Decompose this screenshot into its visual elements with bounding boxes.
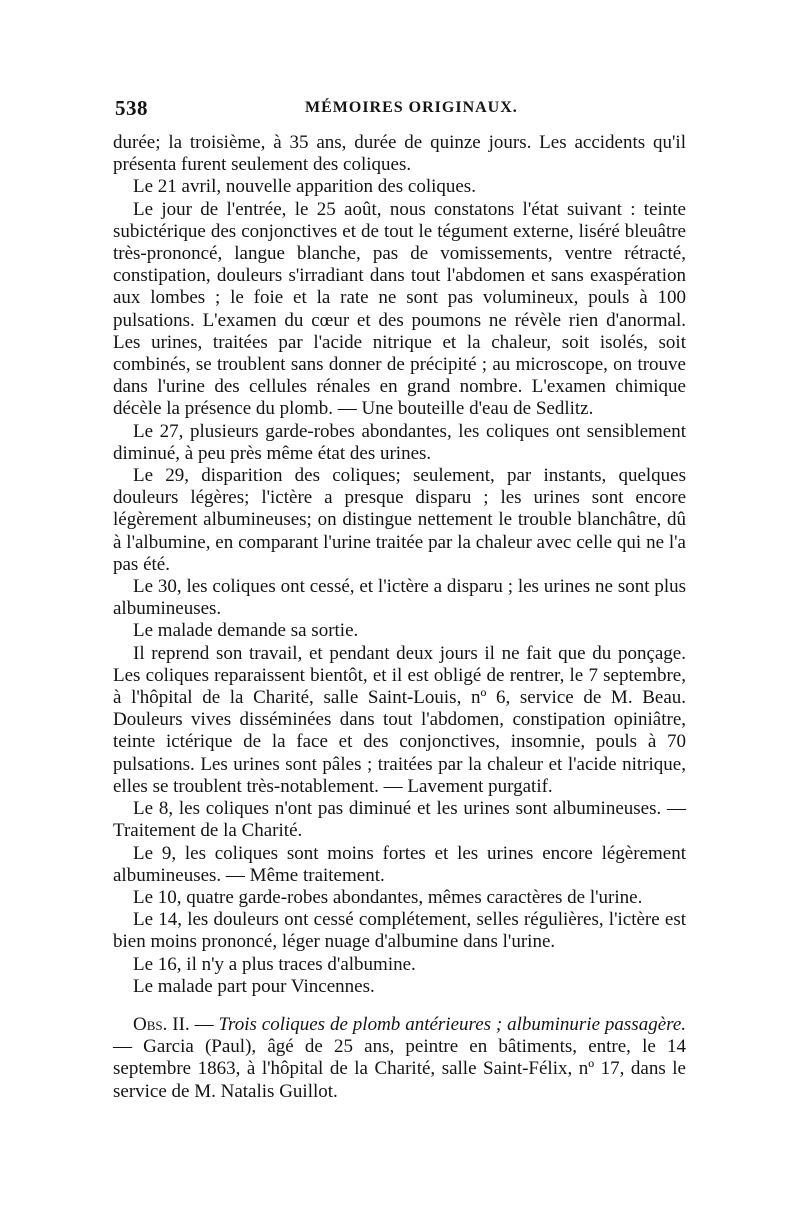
- paragraph: Le 21 avril, nouvelle apparition des coliques.: [133, 176, 476, 198]
- page-header: [115, 90, 685, 122]
- paragraph: Le 8, les coliques n'ont pas diminué et les urines sont albumineuses. — Traitement de la Charité.: [113, 798, 686, 842]
- paragraph: Le malade part pour Vincennes.: [133, 975, 375, 997]
- paragraph: Il reprend son travail, et pendant deux jours il ne fait que du ponçage. Les coliques reparaissent bientôt, et il est obligé de rentrer, le 7 septembre, à l'hôpital de la Charité, salle Saint-Louis, nº 6, service de M. Beau. Douleurs vives disséminées dans tout l'abdomen, constipation opiniâtre, teinte ictérique de la face et des conjonctives, insomnie, pouls à 70 pulsations. Les urines sont pâles ; traitées par la chaleur et l'acide nitrique, elles se troublent très-notablement. — Lavement purgatif.: [113, 642, 686, 797]
- observation-text: — Garcia (Paul), âgé de 25 ans, peintre en bâtiments, entre, le 14 septembre 1863, à l'hôpital de la Charité, salle Saint-Félix, nº 17, dans le service de M. Natalis Guillot.: [113, 1036, 686, 1102]
- paragraph: Le 16, il n'y a plus traces d'albumine.: [133, 953, 416, 975]
- paragraph: Le malade demande sa sortie.: [133, 620, 359, 642]
- paragraph: Le 30, les coliques ont cessé, et l'ictère a disparu ; les urines ne sont plus albumineuses.: [113, 576, 686, 620]
- observation-title: Trois coliques de plomb antérieures ; albuminurie passagère.: [218, 1013, 687, 1035]
- page-number: 538: [115, 96, 148, 120]
- paragraph: durée; la troisième, à 35 ans, durée de quinze jours. Les accidents qu'il présenta furent seulement des coliques.: [113, 132, 686, 176]
- paragraph: Le 10, quatre garde-robes abondantes, mêmes caractères de l'urine.: [133, 886, 643, 908]
- paragraph: Le jour de l'entrée, le 25 août, nous constatons l'état suivant : teinte subictérique des conjonctives et de tout le tégument externe, liséré bleuâtre très-prononcé, langue blanche, pas de vomissements, ventre rétracté, constipation, douleurs s'irradiant dans tout l'abdomen et sans exaspération aux lombes ; le foie et la rate ne sont pas volumineux, pouls à 100 pulsations. L'examen du cœur et des poumons ne révèle rien d'anormal. Les urines, traitées par l'acide nitrique et la chaleur, soit isolés, soit combinés, se troublent sans donner de précipité ; au microscope, on trouve dans l'urine des cellules rénales en grand nombre. L'examen chimique décèle la présence du plomb. — Une bouteille d'eau de Sedlitz.: [113, 198, 686, 420]
- running-title: MÉMOIRES ORIGINAUX.: [305, 99, 518, 116]
- observation-label: Obs. II. —: [133, 1013, 214, 1035]
- paragraph: Le 29, disparition des coliques; seulement, par instants, quelques douleurs légères; l'ictère a presque disparu ; les urines sont encore légèrement albumineuses; on distingue nettement le trouble blanchâtre, dû à l'albumine, en comparant l'urine traitée par la chaleur avec celle qui ne l'a pas été.: [113, 465, 686, 575]
- paragraph: Le 27, plusieurs garde-robes abondantes, les coliques ont sensiblement diminué, à peu près même état des urines.: [113, 420, 686, 464]
- paragraph: Le 14, les douleurs ont cessé complétement, selles régulières, l'ictère est bien moins prononcé, léger nuage d'albumine dans l'urine.: [113, 909, 686, 953]
- body-text: [113, 132, 686, 1103]
- observation-paragraph: [113, 1014, 686, 1103]
- paragraph: Le 9, les coliques sont moins fortes et les urines encore légèrement albumineuses. — Même traitement.: [113, 842, 686, 886]
